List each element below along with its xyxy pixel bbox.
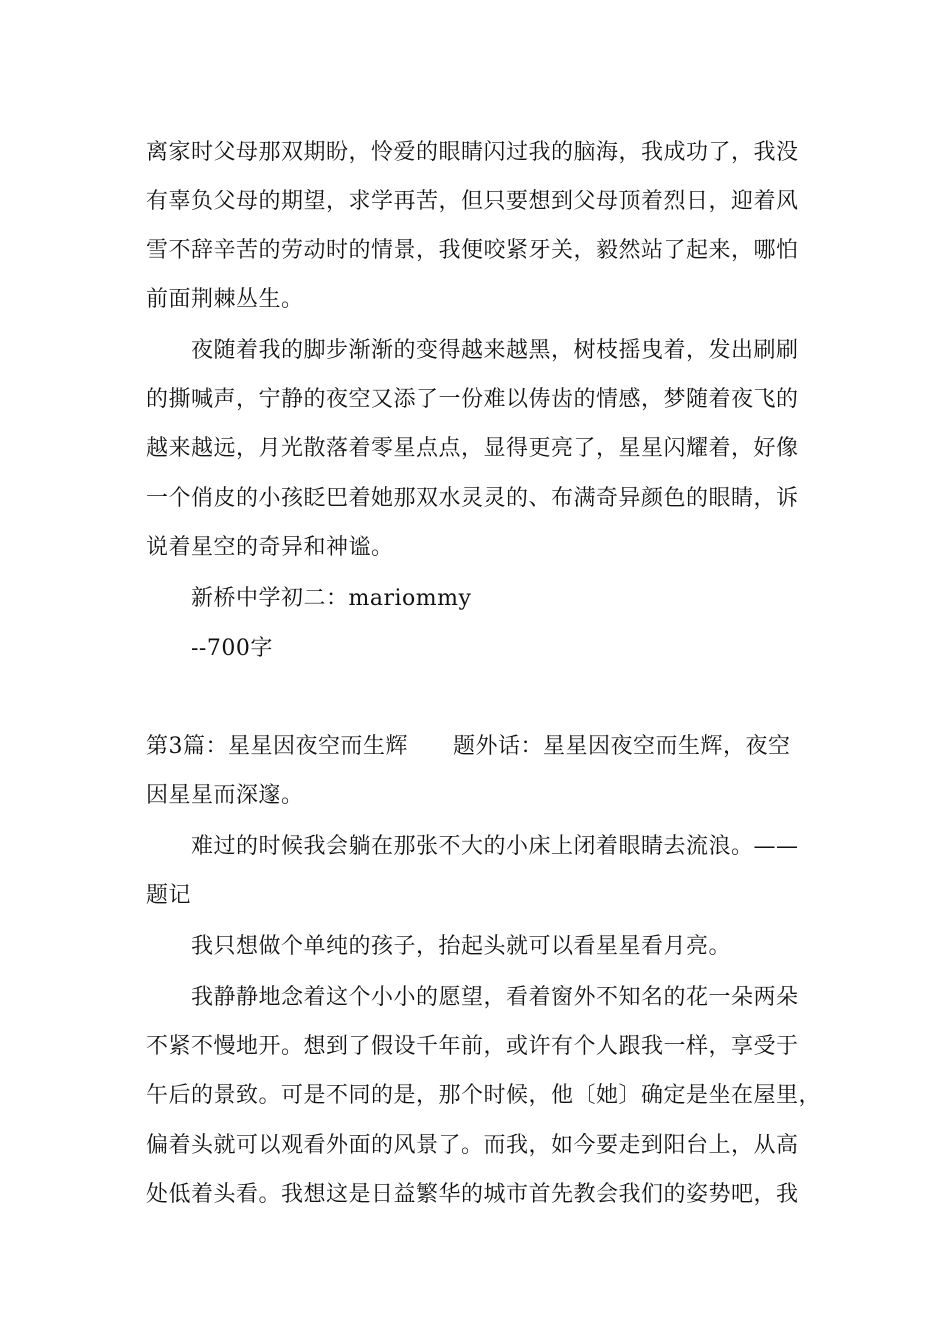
text-line: 前面荆棘丛生。: [146, 287, 304, 312]
text-line: 因星星而深邃。: [146, 783, 304, 808]
author-line: 新桥中学初二：mariommy: [191, 586, 472, 611]
text-line: 的撕喊声，宁静的夜空又添了一份难以俦齿的情感，梦随着夜飞的: [146, 387, 799, 412]
text-line: 难过的时候我会躺在那张不大的小床上闭着眼睛去流浪。——: [191, 834, 799, 859]
text-line: 雪不辞辛苦的劳动时的情景，我便咬紧牙关，毅然站了起来，哪怕: [146, 238, 799, 263]
section-heading: 第3篇：星星因夜空而生辉 题外话：星星因夜空而生辉，夜空: [146, 734, 791, 759]
text-line: 午后的景致。可是不同的是，那个时候，他〔她〕确定是坐在屋里，: [146, 1083, 822, 1108]
text-line: 有辜负父母的期望，求学再苦，但只要想到父母顶着烈日，迎着风: [146, 189, 799, 214]
text-line: 题记: [146, 883, 192, 908]
text-line: 夜随着我的脚步渐渐的变得越来越黑，树枝摇曳着，发出刷刷: [191, 338, 799, 363]
text-line: 越来越远，月光散落着零星点点，显得更亮了，星星闪耀着，好像: [146, 436, 799, 461]
text-line: 处低着头看。我想这是日益繁华的城市首先教会我们的姿势吧，我: [146, 1182, 799, 1207]
text-line: 偏着头就可以观看外面的风景了。而我，如今要走到阳台上，从高: [146, 1133, 799, 1158]
word-count: --700字: [191, 636, 273, 661]
text-line: 一个俏皮的小孩眨巴着她那双水灵灵的、布满奇异颜色的眼睛，诉: [146, 486, 799, 511]
text-line: 不紧不慢地开。想到了假设千年前，或许有个人跟我一样，享受于: [146, 1034, 799, 1059]
text-line: 我静静地念着这个小小的愿望，看着窗外不知名的花一朵两朵: [191, 985, 799, 1010]
text-line: 说着星空的奇异和神谧。: [146, 535, 394, 560]
text-line: 我只想做个单纯的孩子，抬起头就可以看星星看月亮。: [191, 934, 732, 959]
text-line: 离家时父母那双期盼，怜爱的眼睛闪过我的脑海，我成功了，我没: [146, 140, 799, 165]
